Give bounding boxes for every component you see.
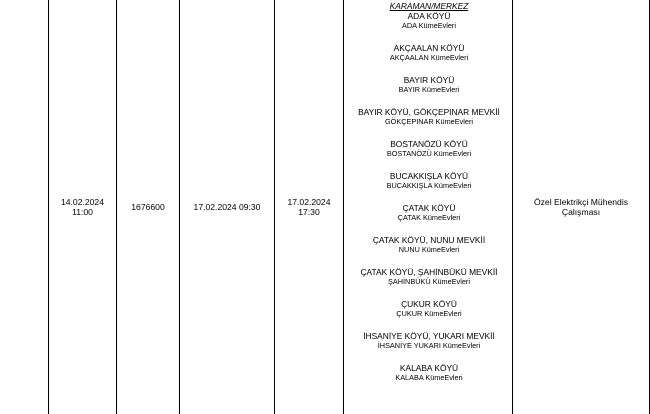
location-item <box>344 107 514 127</box>
location-sub: ŞAHİNBÜKÜ KümeEvleri <box>388 277 470 286</box>
location-main: BAYIR KÖYÜ, GÖKÇEPINAR MEVKİİ <box>358 107 500 117</box>
affected-locations <box>344 2 514 383</box>
location-sub: NUNU KümeEvleri <box>398 245 460 254</box>
record-id-cell <box>117 0 179 414</box>
location-main: BAYIR KÖYÜ <box>403 75 455 85</box>
outage-reason: Özel Elektrikçi Mühendis Çalışması <box>533 197 629 217</box>
location-sub: BOSTANÖZÜ KümeEvleri <box>386 149 472 158</box>
end-datetime: 17.02.2024 09:30 <box>193 202 261 212</box>
restore-datetime: 17.02.2024 17:30 <box>287 197 331 217</box>
location-item <box>344 331 514 351</box>
location-item <box>344 267 514 287</box>
location-item <box>344 43 514 63</box>
location-item <box>344 171 514 191</box>
location-sub: ÇATAK KümeEvleri <box>397 213 461 222</box>
location-main: ÇATAK KÖYÜ <box>402 203 456 213</box>
end-datetime-cell <box>180 0 274 414</box>
location-main: AKÇAALAN KÖYÜ <box>393 43 465 53</box>
location-item <box>344 363 514 383</box>
restore-datetime-cell <box>275 0 343 414</box>
location-sub: BAYIR KümeEvleri <box>398 85 460 94</box>
location-item <box>344 299 514 319</box>
location-sub: GÖKÇEPINAR KümeEvleri <box>385 117 473 126</box>
location-main: BUCAKKIŞLA KÖYÜ <box>389 171 469 181</box>
location-item <box>344 11 514 31</box>
location-sub: KALABA KümeEvleri <box>395 373 463 382</box>
location-main: KALABA KÖYÜ <box>399 363 459 373</box>
location-main: BOSTANÖZÜ KÖYÜ <box>390 139 468 149</box>
location-item <box>344 139 514 159</box>
location-sub: ADA KümeEvleri <box>402 21 456 30</box>
location-sub: ÇUKUR KümeEvleri <box>396 309 462 318</box>
location-item <box>344 203 514 223</box>
location-main: ADA KÖYÜ <box>407 11 451 21</box>
location-main: ÇATAK KÖYÜ, NUNU MEVKİİ <box>372 235 486 245</box>
location-sub: AKÇAALAN KümeEvleri <box>389 53 469 62</box>
location-sub: BUCAKKIŞLA KümeEvleri <box>386 181 472 190</box>
location-item <box>344 235 514 255</box>
district-heading: KARAMAN/MERKEZ <box>389 1 469 11</box>
start-datetime: 14.02.2024 11:00 <box>60 197 104 217</box>
record-id: 1676600 <box>131 202 165 212</box>
start-datetime-cell <box>49 0 116 414</box>
location-main: İHSANİYE KÖYÜ, YUKARI MEVKİİ <box>363 331 495 341</box>
reason-cell <box>513 0 649 414</box>
location-main: ÇUKUR KÖYÜ <box>401 299 457 309</box>
location-main: ÇATAK KÖYÜ, ŞAHİNBÜKÜ MEVKİİ <box>360 267 498 277</box>
location-item <box>344 75 514 95</box>
location-sub: İHSANİYE YUKARI KümeEvleri <box>377 341 481 350</box>
